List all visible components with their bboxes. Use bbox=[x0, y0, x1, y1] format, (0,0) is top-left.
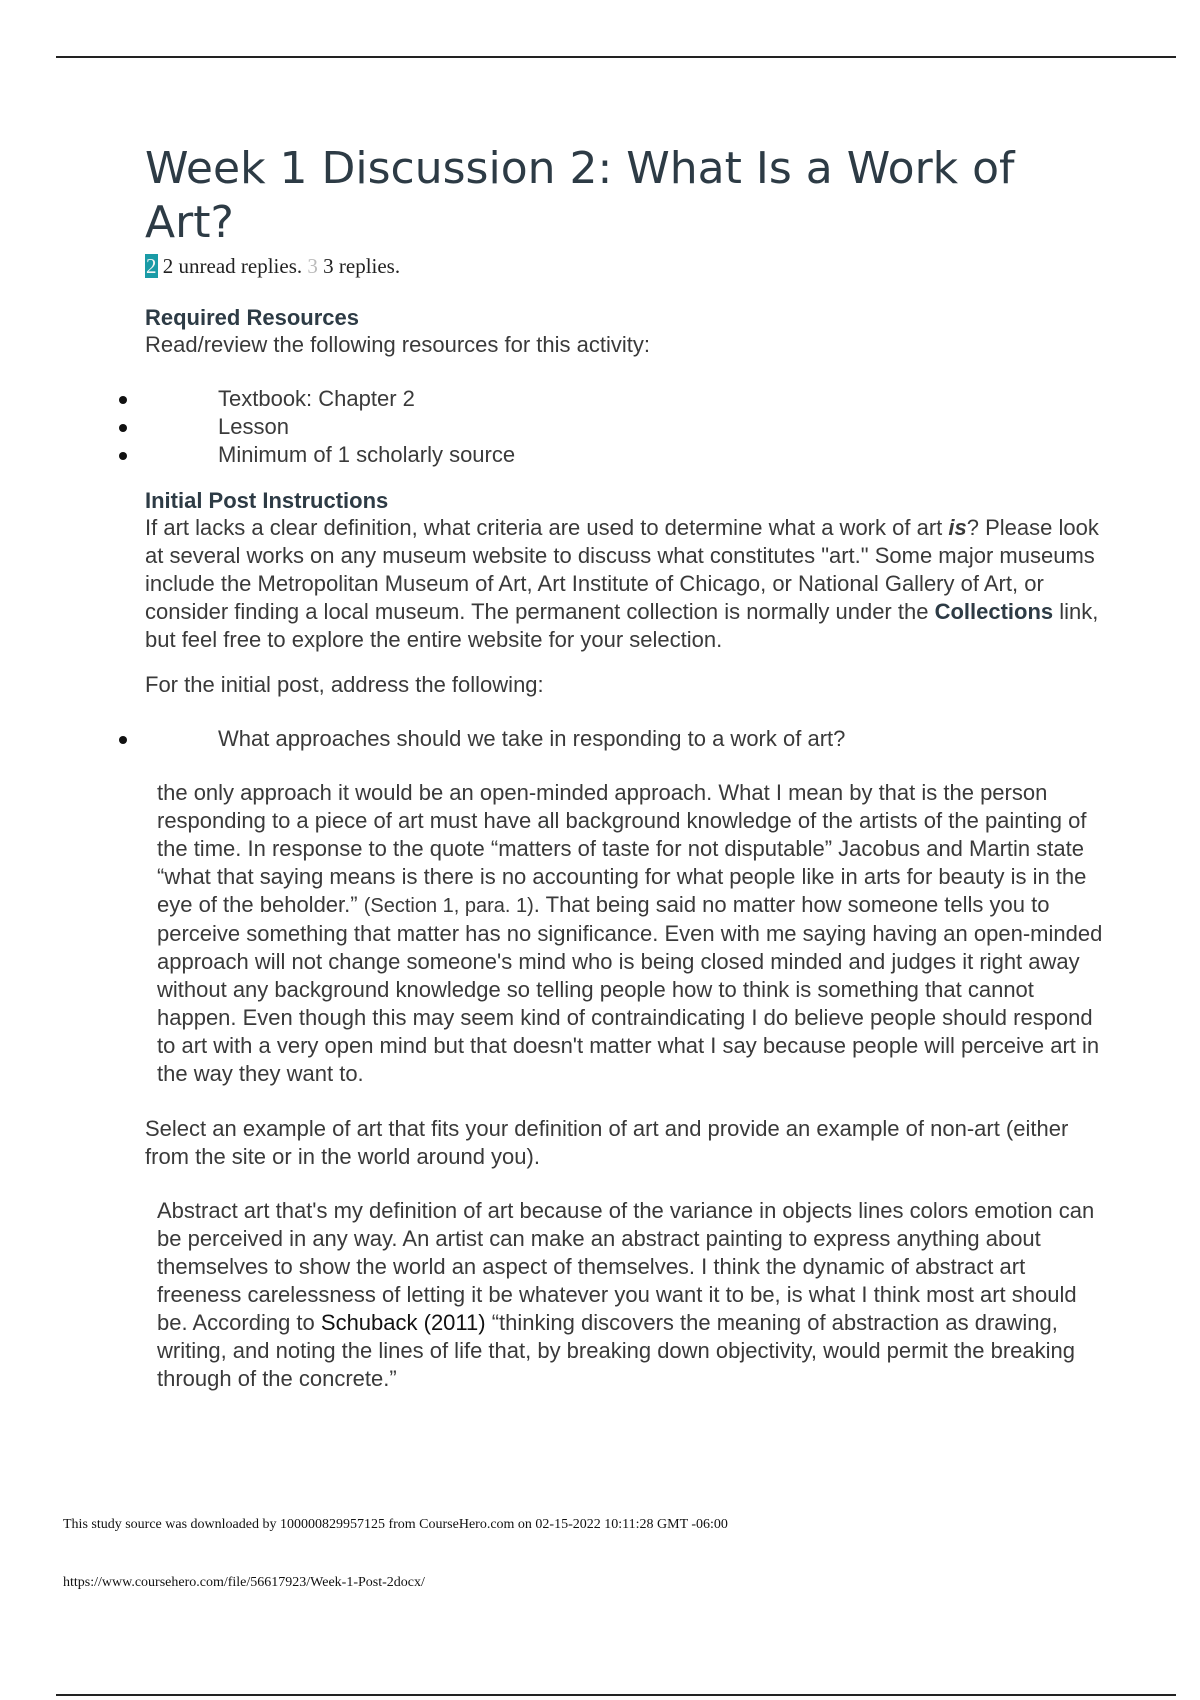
answer-example bbox=[157, 1197, 1105, 1393]
resource-item-scholarly-source: Minimum of 1 scholarly source bbox=[218, 442, 516, 467]
initial-post-instructions bbox=[145, 514, 1105, 654]
reply-status bbox=[145, 254, 1105, 279]
collections-link-text: Collections bbox=[934, 599, 1054, 624]
source-url[interactable]: https://www.coursehero.com/file/56617923/Week-1-Post-2docx/ bbox=[63, 1575, 425, 1590]
discussion-content bbox=[145, 142, 1105, 1393]
list-item bbox=[119, 441, 1079, 469]
question-select-example: Select an example of art that fits your definition of art and provide an example of non-art (either from the site or in the world around you). bbox=[145, 1116, 1069, 1169]
top-rule bbox=[56, 56, 1176, 58]
emphasis-is: is bbox=[948, 515, 967, 540]
bullet-icon bbox=[119, 396, 127, 404]
answer-approaches bbox=[157, 779, 1105, 1088]
citation-schuback: Schuback (2011) bbox=[320, 1310, 486, 1335]
unread-replies-text: 2 unread replies. bbox=[157, 254, 308, 278]
total-replies-text: 3 replies. bbox=[317, 254, 401, 278]
bullet-icon bbox=[119, 736, 127, 744]
bullet-icon bbox=[119, 424, 127, 432]
answer-text: the only approach it would be an open-minded approach. What I mean by that is the person responding to a piece of art must have all background knowledge of the artists of the painting of the time. In response to the quote “matters of taste for not disputable” Jacobus and Martin state “what that saying means is there is no accounting for what people like in arts for beauty is in the eye of the beholder.” bbox=[157, 780, 1087, 917]
list-item bbox=[119, 413, 1079, 441]
bottom-rule bbox=[56, 1694, 1176, 1696]
list-item bbox=[119, 385, 1079, 413]
address-intro: For the initial post, address the following: bbox=[145, 672, 544, 697]
initial-post-heading: Initial Post Instructions bbox=[145, 488, 389, 513]
question-approaches: What approaches should we take in responding to a work of art? bbox=[218, 726, 846, 751]
citation-section: (Section 1, para. 1) bbox=[363, 895, 534, 917]
bullet-icon bbox=[119, 452, 127, 460]
required-resources-heading: Required Resources bbox=[145, 305, 359, 330]
instructions-text: If art lacks a clear definition, what criteria are used to determine what a work of art bbox=[145, 515, 949, 540]
instructions-text: ? Please look at several works on any museum website to discuss what constitutes "art." Some major museums include the Metropolitan Museum of Art, Art Institute of Chicago, or National Gallery of Art, or consider finding a local museum. The permanent collection is normally under the bbox=[145, 515, 1099, 624]
resources-list bbox=[119, 385, 1079, 469]
list-item bbox=[119, 725, 1079, 753]
instructions-text: link, but feel free to explore the entire website for your selection. bbox=[145, 599, 1099, 652]
questions-list bbox=[119, 725, 1079, 753]
unread-count-badge: 2 bbox=[146, 254, 157, 278]
answer-text: “thinking discovers the meaning of abstraction as drawing, writing, and noting the lines of life that, by breaking down objectivity, would permit the breaking through of the concrete.” bbox=[157, 1310, 1075, 1391]
download-source-note: This study source was downloaded by 100000829957125 from CourseHero.com on 02-15-2022 10:11:28 GMT -06:00 bbox=[63, 1517, 728, 1532]
resource-item-textbook: Textbook: Chapter 2 bbox=[218, 386, 415, 411]
required-resources-intro: Read/review the following resources for this activity: bbox=[145, 332, 650, 357]
answer-text: Abstract art that's my definition of art because of the variance in objects lines colors emotion can be perceived in any way. An artist can make an abstract painting to express anything about themselves to show the world an aspect of themselves. I think the dynamic of abstract art freeness carelessness of letting it be whatever you want it to be, is what I think most art should be. According to bbox=[157, 1198, 1095, 1335]
resource-item-lesson: Lesson bbox=[218, 414, 289, 439]
total-count-badge: 3 bbox=[307, 254, 318, 278]
answer-text: . That being said no matter how someone tells you to perceive something that matter has no significance. Even with me saying having an open-minded approach will not change someone's mind who is being closed minded and judges it right away without any background knowledge so telling people how to think is something that cannot happen. Even though this may seem kind of contraindicating I do believe people should respond to art with a very open mind but that doesn't matter what I say because people will perceive art in the way they want to. bbox=[157, 892, 1103, 1086]
page-title: Week 1 Discussion 2: What Is a Work of Art? bbox=[145, 143, 1015, 248]
